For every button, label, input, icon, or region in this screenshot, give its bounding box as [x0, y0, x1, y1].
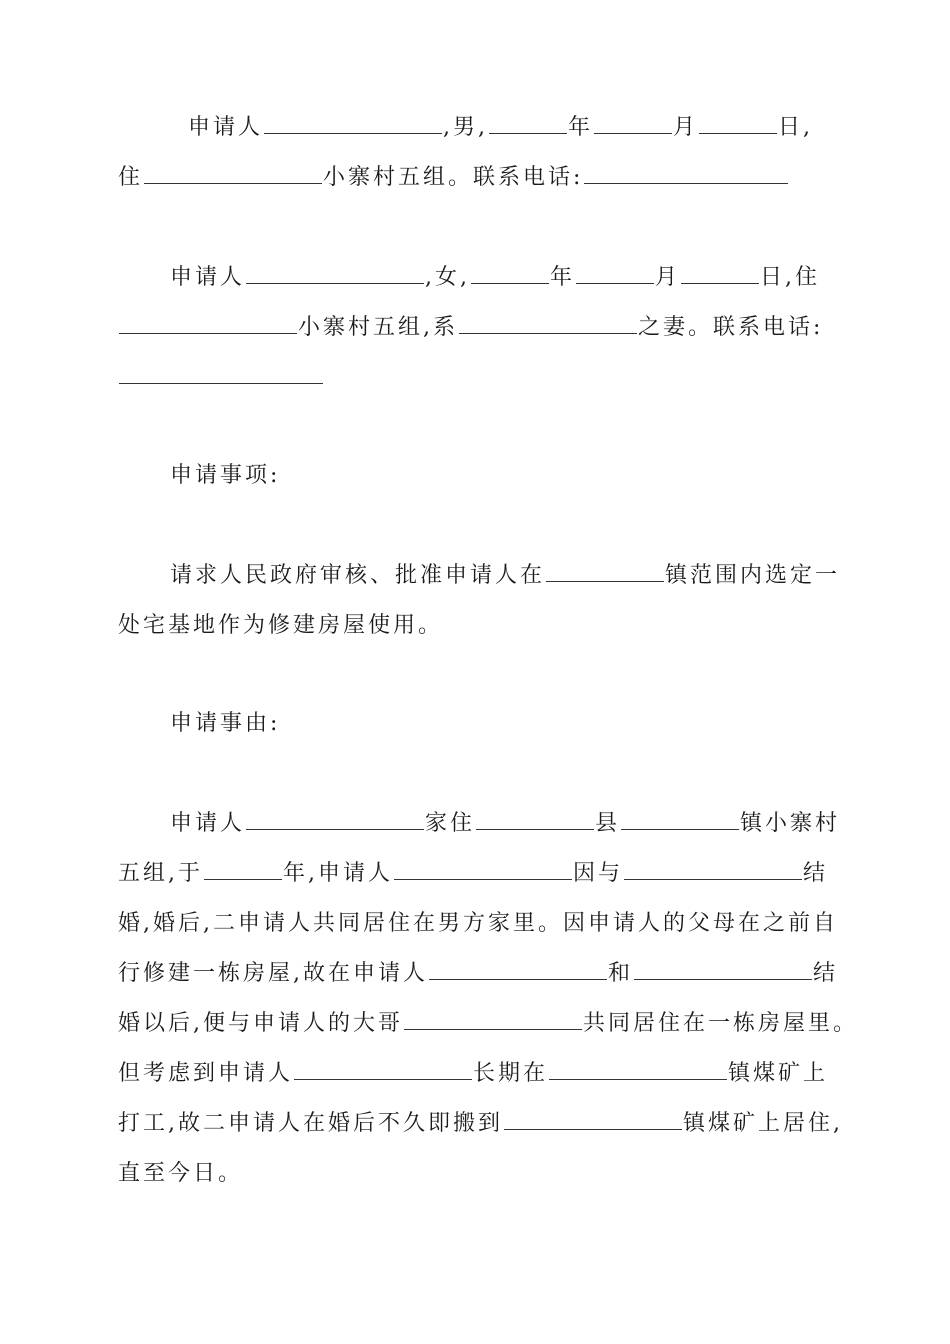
text: 处宅基地作为修建房屋使用。 — [118, 613, 444, 638]
text: 申请人 — [170, 265, 246, 290]
name-blank[interactable] — [246, 809, 424, 830]
brother-name-blank[interactable] — [404, 1009, 582, 1030]
paragraph-3-line-1 — [170, 560, 890, 592]
text: 县 — [595, 811, 621, 836]
paragraph-4-line-3 — [118, 908, 838, 940]
text: 镇煤矿上 — [728, 1061, 829, 1086]
town-blank[interactable] — [504, 1109, 682, 1130]
paragraph-4-line-2 — [118, 858, 838, 890]
town-blank[interactable] — [546, 561, 664, 582]
paragraph-4-line-4 — [118, 958, 838, 990]
spouse-blank[interactable] — [459, 313, 637, 334]
text: 但考虑到申请人 — [118, 1061, 294, 1086]
text: 和 — [608, 961, 634, 986]
name-blank[interactable] — [394, 859, 572, 880]
name-blank[interactable] — [246, 263, 424, 284]
text: 请求人民政府审核、批准申请人在 — [170, 563, 546, 588]
paragraph-2-line-3 — [118, 362, 838, 394]
text: 婚以后,便与申请人的大哥 — [118, 1011, 403, 1036]
phone-blank[interactable] — [119, 363, 323, 384]
text: 结 — [813, 961, 839, 986]
text: 申请人 — [170, 811, 246, 836]
paragraph-2-line-2 — [118, 312, 838, 344]
text: 申请人 — [188, 115, 264, 140]
text: 因与 — [573, 861, 624, 886]
year-blank[interactable] — [204, 859, 282, 880]
paragraph-1-line-2 — [118, 162, 838, 194]
text: 日, — [778, 115, 814, 140]
text: 年,申请人 — [283, 861, 393, 886]
text: 打工,故二申请人在婚后不久即搬到 — [118, 1111, 503, 1136]
text: 结 — [803, 861, 829, 886]
town-blank[interactable] — [621, 809, 739, 830]
heading-application-reasons — [170, 708, 890, 740]
text: 行修建一栋房屋,故在申请人 — [118, 961, 428, 986]
text: 镇煤矿上居住, — [683, 1111, 843, 1136]
month-blank[interactable] — [576, 263, 654, 284]
text: 长期在 — [473, 1061, 549, 1086]
text: 日,住 — [760, 265, 821, 290]
paragraph-3-line-2 — [118, 610, 838, 642]
paragraph-4-line-7 — [118, 1108, 843, 1140]
paragraph-2-line-1 — [170, 262, 890, 294]
text: ,男, — [443, 115, 489, 140]
text: 直至今日。 — [118, 1161, 244, 1186]
text: ,女, — [425, 265, 471, 290]
paragraph-4-line-8 — [118, 1158, 838, 1190]
paragraph-4-line-6 — [118, 1058, 838, 1090]
name-blank[interactable] — [429, 959, 607, 980]
day-blank[interactable] — [699, 113, 777, 134]
text: 镇范围内选定一 — [665, 563, 841, 588]
text: 住 — [118, 165, 144, 190]
text: 共同居住在一栋房屋里。 — [583, 1011, 859, 1036]
text: 年 — [550, 265, 576, 290]
text: 月 — [673, 115, 699, 140]
text: 小寨村五组。联系电话: — [323, 165, 584, 190]
heading-text: 申请事由: — [170, 711, 281, 736]
year-blank[interactable] — [489, 113, 567, 134]
paragraph-4-line-1 — [170, 808, 890, 840]
text: 月 — [655, 265, 681, 290]
text: 之妻。联系电话: — [638, 315, 824, 340]
town-blank[interactable] — [549, 1059, 727, 1080]
text: 家住 — [425, 811, 476, 836]
text: 年 — [568, 115, 594, 140]
heading-text: 申请事项: — [170, 463, 281, 488]
text: 五组,于 — [118, 861, 203, 886]
address-blank[interactable] — [119, 313, 297, 334]
name-blank[interactable] — [294, 1059, 472, 1080]
month-blank[interactable] — [594, 113, 672, 134]
county-blank[interactable] — [476, 809, 594, 830]
text: 小寨村五组,系 — [298, 315, 458, 340]
name-blank[interactable] — [264, 113, 442, 134]
phone-blank[interactable] — [584, 163, 788, 184]
name-blank[interactable] — [624, 859, 802, 880]
year-blank[interactable] — [471, 263, 549, 284]
heading-application-items — [170, 460, 890, 492]
paragraph-1-line-1 — [188, 112, 908, 144]
day-blank[interactable] — [681, 263, 759, 284]
name-blank[interactable] — [634, 959, 812, 980]
paragraph-4-line-5 — [118, 1008, 859, 1040]
text: 婚,婚后,二申请人共同居住在男方家里。因申请人的父母在之前自 — [118, 911, 838, 936]
text: 镇小寨村 — [740, 811, 841, 836]
address-blank[interactable] — [144, 163, 322, 184]
